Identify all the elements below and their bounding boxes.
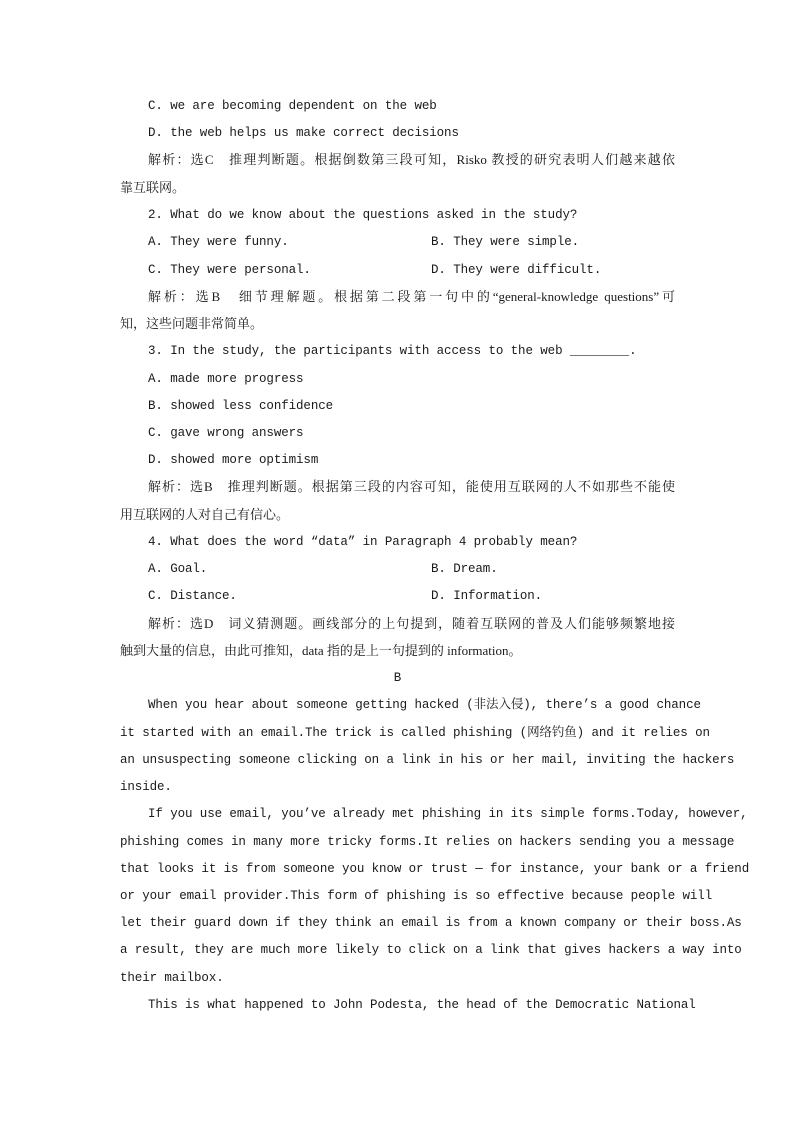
- q2-analysis-line-1: 解析：选B 细节理解题。根据第二段第一句中的“general-knowledge questions”可: [148, 289, 675, 304]
- q2-options-row-2: [0, 262, 794, 278]
- passage-p1-line-3: an unsuspecting someone clicking on a link in his or her mail, inviting the hackers: [120, 753, 735, 767]
- q4-analysis-line-1: 解析：选D 词义猜测题。画线部分的上句提到，随着互联网的普及人们能够频繁地接: [148, 616, 675, 631]
- passage-p1-line-2: it started with an email.The trick is called phishing (网络钓鱼) and it relies on: [120, 726, 710, 740]
- q4-option-d: D. Information.: [431, 589, 543, 603]
- passage-p2-line-2: phishing comes in many more tricky forms.It relies on hackers sending you a message: [120, 835, 735, 849]
- q3-analysis-line-2: 用互联网的人对自己有信心。: [120, 507, 290, 522]
- q3-option-a: A. made more progress: [148, 372, 304, 386]
- q3-option-d: D. showed more optimism: [148, 453, 319, 467]
- q3-analysis-line-1: 解析：选B 推理判断题。根据第三段的内容可知，能使用互联网的人不如那些不能使: [148, 479, 675, 494]
- q1-option-d: D. the web helps us make correct decisions: [148, 126, 459, 140]
- q4-options-row-1: [0, 561, 794, 577]
- section-b-heading: B: [393, 671, 402, 685]
- q4-options-row-2: [0, 588, 794, 604]
- q2-option-c: C. They were personal.: [148, 263, 311, 277]
- q1-option-c: C. we are becoming dependent on the web: [148, 99, 437, 113]
- q4-option-a: A. Goal.: [148, 562, 208, 576]
- q4-analysis-line-2: 触到大量的信息，由此可推知，data 指的是上一句提到的 information。: [120, 643, 522, 658]
- q2-option-d: D. They were difficult.: [431, 263, 602, 277]
- q4-option-b: B. Dream.: [431, 562, 498, 576]
- q2-option-b: B. They were simple.: [431, 235, 580, 249]
- q1-analysis-line-1: 解析：选C 推理判断题。根据倒数第三段可知，Risko 教授的研究表明人们越来越依: [148, 152, 675, 167]
- q4-option-c: C. Distance.: [148, 589, 237, 603]
- q1-analysis-line-2: 靠互联网。: [120, 180, 186, 195]
- q2-options-row-1: [0, 234, 794, 250]
- q2-analysis-line-2: 知，这些问题非常简单。: [120, 316, 264, 331]
- q3-option-b: B. showed less confidence: [148, 399, 334, 413]
- passage-p1-line-1: When you hear about someone getting hacked (非法入侵), there’s a good chance: [148, 698, 701, 712]
- passage-p2-line-5: let their guard down if they think an email is from a known company or their boss.As: [120, 916, 742, 930]
- q2-stem: 2. What do we know about the questions asked in the study?: [148, 208, 578, 222]
- passage-p2-line-3: that looks it is from someone you know or trust — for instance, your bank or a friend: [120, 862, 750, 876]
- passage-p3-line-1: This is what happened to John Podesta, the head of the Democratic National: [148, 998, 696, 1012]
- passage-p2-line-6: a result, they are much more likely to click on a link that gives hackers a way into: [120, 943, 742, 957]
- passage-p2-line-7: their mailbox.: [120, 971, 224, 985]
- passage-p1-line-4: inside.: [120, 780, 172, 794]
- passage-p2-line-4: or your email provider.This form of phishing is so effective because people will: [120, 889, 713, 903]
- q3-stem: 3. In the study, the participants with access to the web ________.: [148, 344, 637, 358]
- q3-option-c: C. gave wrong answers: [148, 426, 304, 440]
- passage-p2-line-1: If you use email, you’ve already met phishing in its simple forms.Today, however,: [148, 807, 748, 821]
- q2-option-a: A. They were funny.: [148, 235, 289, 249]
- q4-stem: 4. What does the word “data” in Paragraph 4 probably mean?: [148, 535, 578, 549]
